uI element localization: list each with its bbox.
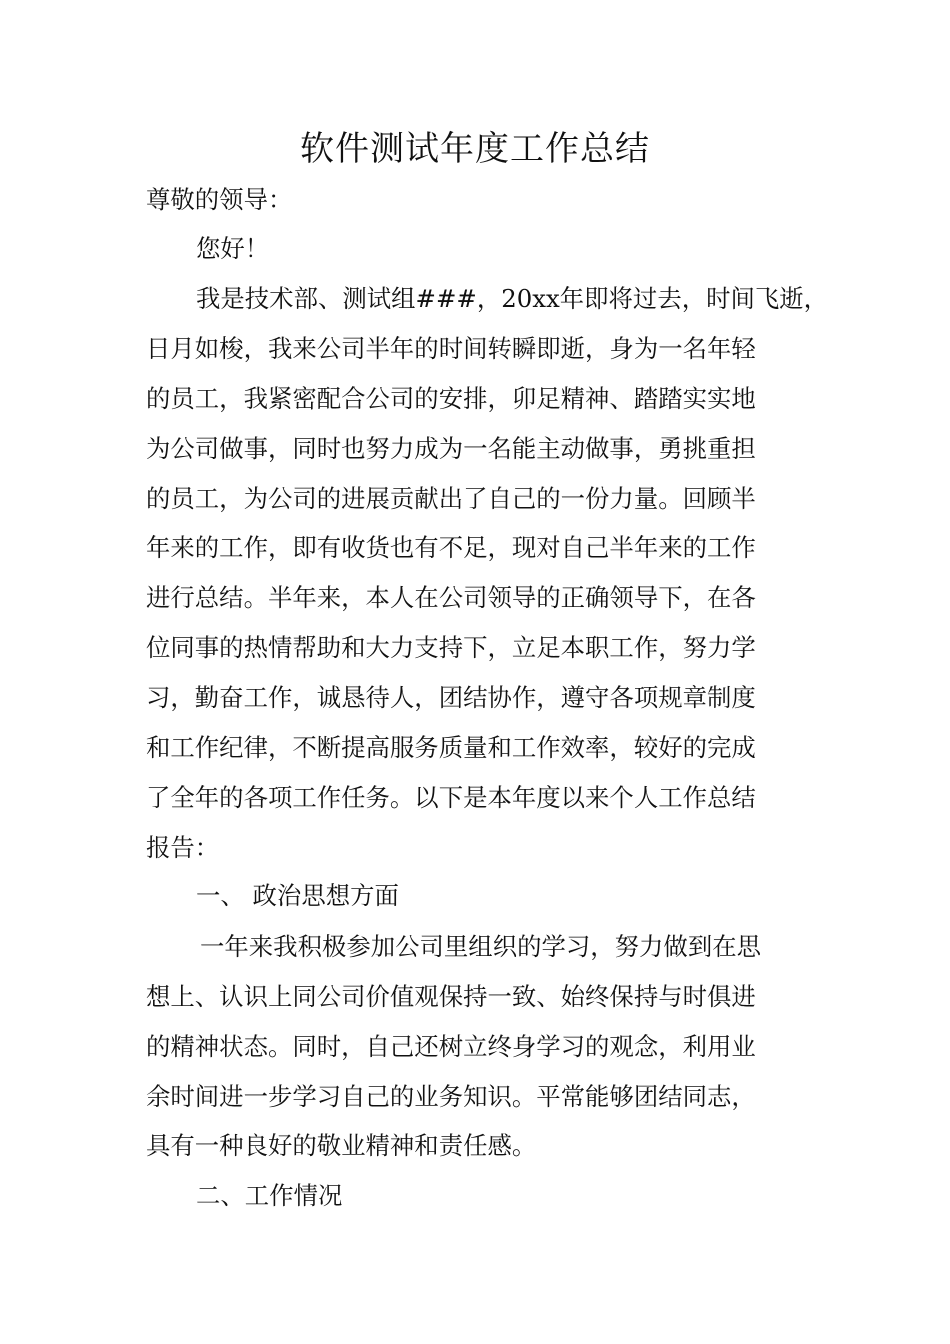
salutation: 尊敬的领导： — [146, 185, 293, 214]
intro-line: 的员工，我紧密配合公司的安排，卯足精神、踏踏实实地 — [146, 384, 756, 413]
document-title: 软件测试年度工作总结 — [300, 129, 650, 169]
section1-line: 想上、认识上同公司价值观保持一致、始终保持与时俱进 — [146, 982, 756, 1011]
intro-line: 我是技术部、测试组###，20xx年即将过去，时间飞逝， — [196, 284, 829, 313]
intro-line: 位同事的热情帮助和大力支持下，立足本职工作，努力学 — [146, 633, 756, 662]
intro-line: 习，勤奋工作，诚恳待人，团结协作，遵守各项规章制度 — [146, 683, 756, 712]
section1-line: 具有一种良好的敬业精神和责任感。 — [146, 1131, 537, 1160]
intro-line: 报告： — [146, 833, 220, 862]
section1-line: 一年来我积极参加公司里组织的学习，努力做到在思 — [200, 932, 761, 961]
intro-line: 的员工，为公司的进展贡献出了自己的一份力量。回顾半 — [146, 484, 756, 513]
greeting: 您好！ — [196, 234, 270, 263]
intro-line: 日月如梭，我来公司半年的时间转瞬即逝，身为一名年轻 — [146, 334, 756, 363]
intro-line: 和工作纪律，不断提高服务质量和工作效率，较好的完成 — [146, 733, 756, 762]
section1-line: 余时间进一步学习自己的业务知识。平常能够团结同志， — [146, 1082, 756, 1111]
intro-line: 了全年的各项工作任务。以下是本年度以来个人工作总结 — [146, 783, 756, 812]
intro-line: 进行总结。半年来，本人在公司领导的正确领导下，在各 — [146, 583, 756, 612]
intro-line: 为公司做事，同时也努力成为一名能主动做事，勇挑重担 — [146, 434, 756, 463]
section-heading-2: 二、工作情况 — [196, 1181, 343, 1210]
section1-line: 的精神状态。同时，自己还树立终身学习的观念，利用业 — [146, 1032, 756, 1061]
intro-line: 年来的工作，即有收货也有不足，现对自己半年来的工作 — [146, 533, 756, 562]
section-heading-1: 一、 政治思想方面 — [196, 881, 399, 910]
